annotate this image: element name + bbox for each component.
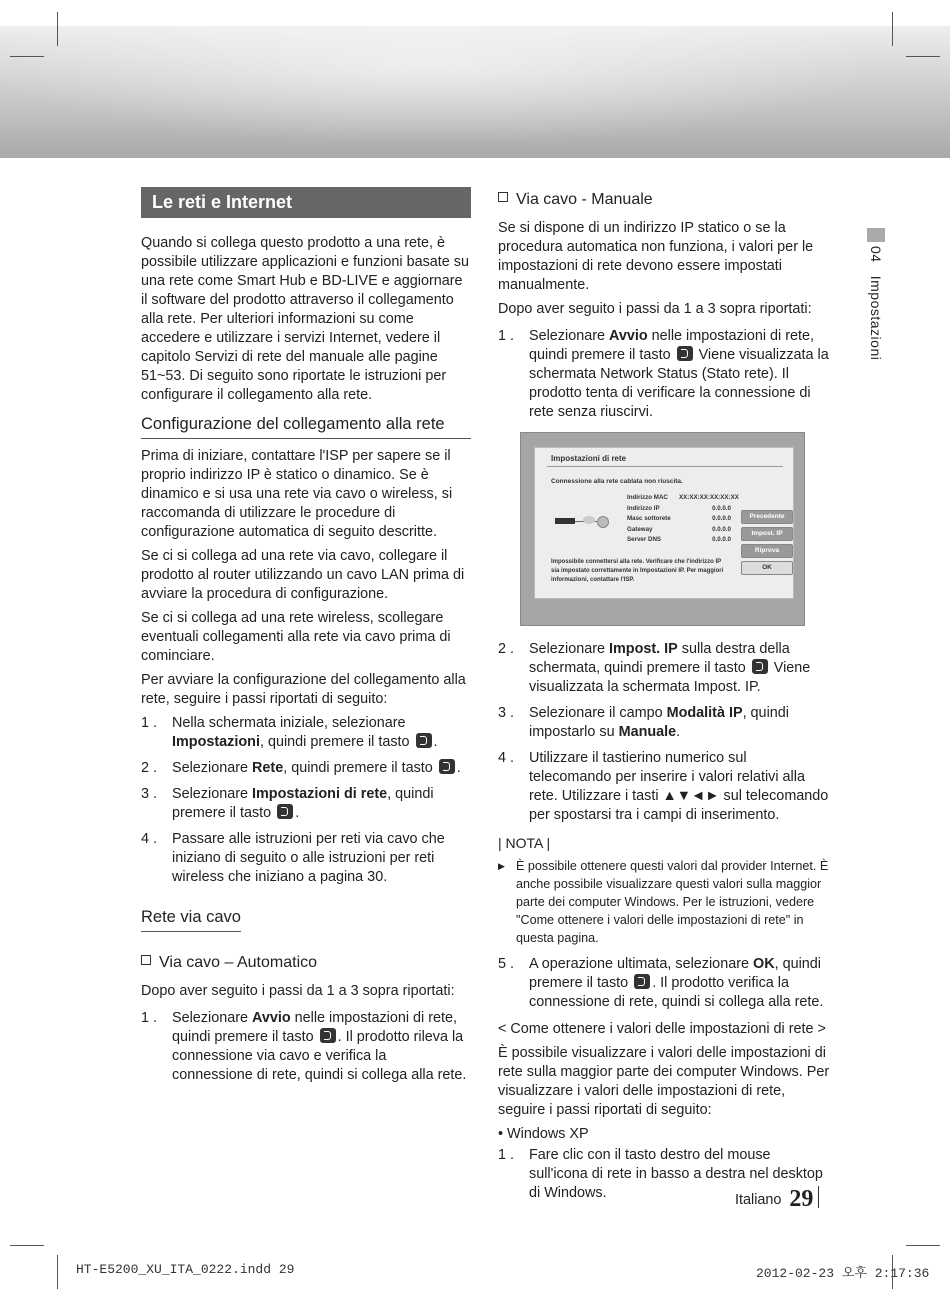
screen-message: Connessione alla rete cablata non riuscita. (551, 478, 683, 485)
triangle-bullet-icon: ▶ (498, 861, 505, 871)
step-2: 2 . Selezionare Rete, quindi premere il tasto . (141, 760, 461, 776)
enter-key-icon (320, 1028, 336, 1043)
globe-icon (597, 516, 609, 528)
crop-mark (906, 56, 940, 57)
footer-date: 2012-02-23 오후 2:17:36 (756, 1266, 930, 1281)
enter-key-icon (752, 659, 768, 674)
enter-key-icon (634, 974, 650, 989)
config-title: Configurazione del collegamento alla rete (141, 415, 471, 439)
config-paragraph: Per avviare la configurazione del collegamento alla rete, seguire i passi riportati di seguito: (141, 672, 466, 707)
intro-paragraph: Quando si collega questo prodotto a una rete, è possibile utilizzare applicazioni e funzioni basate su una rete come Smart Hub e BD-LIVE e aggiornare il software del prodotto attraverso il collegamento alla rete. Per ulteriori informazioni su come accedere e utilizzare i servizi Internet, vedere il capitolo Servizi di rete del manuale alle pagine 51~53. Di seguito sono riportate le istruzioni per configurare il collegamento alla rete. (141, 235, 469, 403)
chapter-label: 04 Impostazioni (868, 246, 884, 361)
how-title: < Come ottenere i valori delle impostazioni di rete > (498, 1021, 826, 1037)
enter-key-icon (416, 733, 432, 748)
config-paragraph: Prima di iniziare, contattare l'ISP per sapere se il proprio indirizzo IP è statico o dinamico. Se è dinamico e si usa una rete via cavo o wireless, si raccomanda di utilizzare le procedure di configurazione automatica di seguito descritte. (141, 448, 453, 540)
previous-button[interactable]: Precedente (741, 510, 793, 524)
windows-xp-bullet: • Windows XP (498, 1126, 589, 1142)
screen-table: Indirizzo MAC XX:XX:XX:XX:XX:XX Indirizzo IP 0.0.0.0 Masc sottorete 0.0.0.0 Gateway 0.0.0.0 Server DNS 0.0.0.0 (627, 494, 739, 543)
rete-title: Rete via cavo (141, 908, 241, 932)
note-title: | NOTA | (498, 835, 551, 851)
header-banner (0, 26, 950, 158)
auto-paragraph: Dopo aver seguito i passi da 1 a 3 sopra riportati: (141, 983, 455, 999)
router-icon (555, 518, 575, 524)
manual-step-2: 2 . Selezionare Impost. IP sulla destra della schermata, quindi premere il tasto Viene visualizzata la schermata Impost. IP. (498, 641, 811, 695)
crop-mark (57, 12, 58, 46)
crop-mark (10, 1245, 44, 1246)
screen-error: Impossibile connettersi alla rete. Verificare che l'indirizzo IP sia impostato correttamente in Impostazioni IP. Per maggiori informazioni, contattare l'ISP. (551, 559, 724, 583)
square-bullet-icon (498, 192, 508, 202)
square-bullet-icon (141, 955, 151, 965)
right-column (498, 187, 830, 1210)
auto-step-1: 1 . Selezionare Avvio nelle impostazioni di rete, quindi premere il tasto . Il prodotto rileva la connessione via cavo e verifica la connessione di rete, quindi si collega alla rete. (141, 1010, 467, 1083)
crop-mark (10, 56, 44, 57)
manual-step-4: 4 . Utilizzare il tastierino numerico sul telecomando per inserire i valori relativi alla rete. Utilizzare i tasti ▲▼◄► sul telecomando per spostarsi tra i campi di inserimento. (498, 750, 829, 823)
network-icon (583, 516, 595, 524)
how-paragraph: È possibile visualizzare i valori delle impostazioni di rete sulla maggior parte dei computer Windows. Per visualizzare i valori delle impostazioni di rete, seguire i passi riportati di seguito: (498, 1045, 830, 1118)
manual-step-5: 5 . A operazione ultimata, selezionare OK, quindi premere il tasto . Il prodotto verifica la connessione di rete, quindi si collega alla rete. (498, 956, 824, 1010)
windows-step-1: 1 . Fare clic con il tasto destro del mouse sull'icona di rete in basso a destra nel desktop di Windows. (498, 1147, 823, 1201)
manual-paragraph: Se si dispone di un indirizzo IP statico o se la procedura automatica non funziona, i valori per le impostazioni di rete devono essere impostati manualmente. (498, 220, 814, 293)
section-header: Le reti e Internet (141, 187, 471, 218)
step-3: 3 . Selezionare Impostazioni di rete, quindi premere il tasto . (141, 786, 434, 821)
screen-title: Impostazioni di rete (551, 454, 627, 463)
enter-key-icon (277, 804, 293, 819)
footer-file: HT-E5200_XU_ITA_0222.indd 29 (76, 1262, 295, 1277)
enter-key-icon (677, 346, 693, 361)
manual-step-3: 3 . Selezionare il campo Modalità IP, quindi impostarlo su Manuale. (498, 705, 789, 740)
step-4: 4 . Passare alle istruzioni per reti via cavo che iniziano di seguito o alle istruzioni per reti wireless che iniziano a pagina 30. (141, 831, 445, 885)
page-number: Italiano 29 (735, 1186, 819, 1213)
manual-paragraph: Dopo aver seguito i passi da 1 a 3 sopra riportati: (498, 301, 812, 317)
ok-button[interactable]: OK (741, 561, 793, 575)
note-item: ▶ È possibile ottenere questi valori dal provider Internet. È anche possibile visualizzare questi valori sulla maggior parte dei computer Windows. Per le istruzioni, vedere "Come ottenere i valori delle impostazioni di rete" in questa pagina. (498, 859, 829, 945)
chapter-tab (867, 228, 885, 242)
crop-mark (906, 1245, 940, 1246)
ip-settings-button[interactable]: Impost. IP (741, 527, 793, 541)
auto-title: Via cavo – Automatico (141, 954, 471, 972)
manual-title: Via cavo - Manuale (498, 191, 830, 209)
retry-button[interactable]: Riprova (741, 544, 793, 558)
enter-key-icon (439, 759, 455, 774)
crop-mark (57, 1255, 58, 1289)
manual-step-1: 1 . Selezionare Avvio nelle impostazioni di rete, quindi premere il tasto Viene visualizzata la schermata Network Status (Stato rete). Il prodotto tenta di verificare la connessione di rete senza riuscirvi. (498, 328, 829, 420)
left-column (141, 187, 471, 1092)
crop-mark (892, 12, 893, 46)
step-1: 1 . Nella schermata iniziale, selezionare Impostazioni, quindi premere il tasto . (141, 715, 438, 750)
config-paragraph: Se ci si collega ad una rete via cavo, collegare il prodotto al router utilizzando un cavo LAN prima di avviare la procedura di configurazione. (141, 548, 465, 602)
config-paragraph: Se ci si collega ad una rete wireless, scollegare eventuali collegamenti alla rete via cavo prima di cominciare. (141, 610, 451, 664)
network-settings-screenshot (520, 432, 805, 626)
